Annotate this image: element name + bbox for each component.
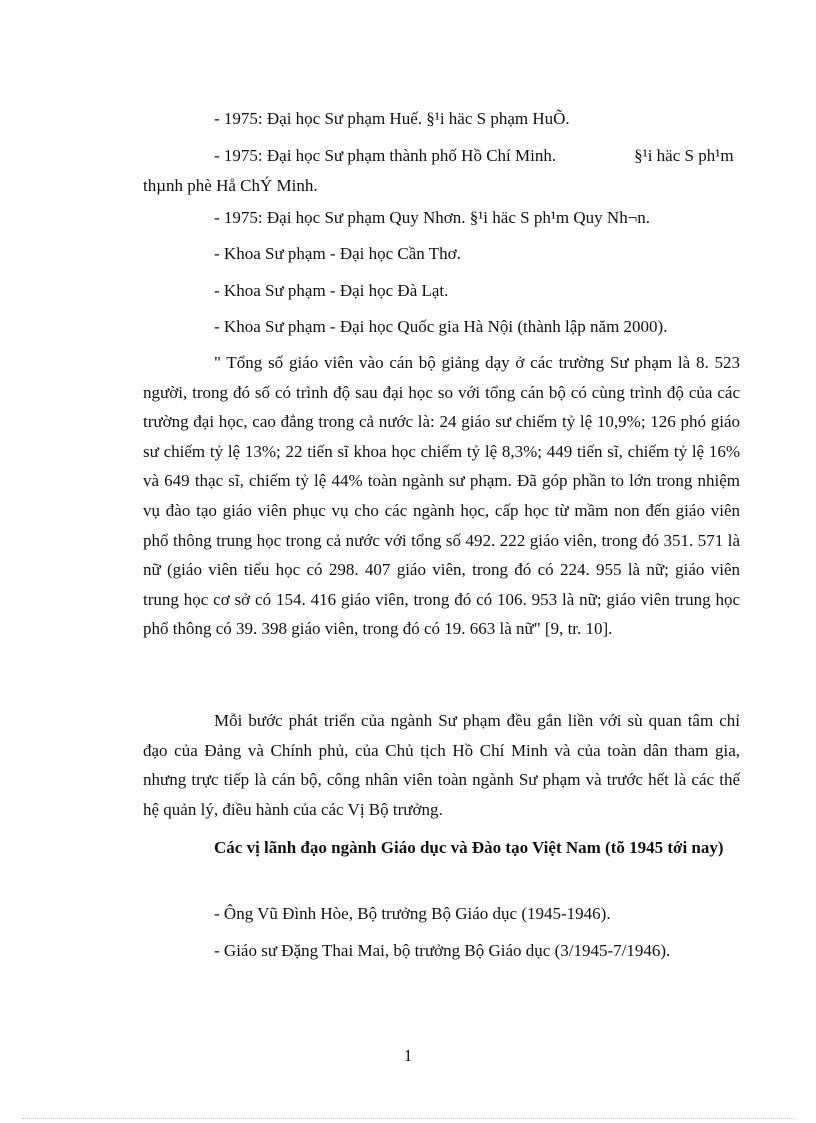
- list-item-can-tho: - Khoa Sư phạm - Đại học Cần Thơ.: [214, 244, 461, 263]
- list-item-hue: - 1975: Đại học Sư phạm Huế. §¹i häc S phạm HuÕ.: [214, 109, 570, 128]
- list-item-ho-chi-minh-garbled-b: ph¹m thµnh phè Hå ChÝ Minh.: [143, 146, 734, 195]
- list-item-ha-noi: - Khoa Sư phạm - Đại học Quốc gia Hà Nội (thành lập năm 2000).: [214, 317, 668, 336]
- statistics-quote-paragraph: " Tổng số giáo viên vào cán bộ giảng dạy ở các trường Sư phạm là 8. 523 người, trong đó số có trình độ sau đại học so với tổng cán bộ có cùng trình độ của các trường đại học, cao đẳng trong cả nước là: 24 giáo sư chiếm tỷ lệ 10,9%; 126 phó giáo sư chiếm tỷ lệ 13%; 22 tiến sĩ khoa học chiếm tỷ lệ 8,3%; 449 tiến sĩ, chiếm tỷ lệ 16% và 649 thạc sĩ, chiếm tỷ lệ 44% toàn ngành sư phạm. Đã góp phần to lớn trong nhiệm vụ đào tạo giáo viên phục vụ cho các ngành học, cấp học từ mầm non đến giáo viên phổ thông trung học trong cả nước với tổng số 492. 222 giáo viên, trong đó 351. 571 là nữ (giáo viên tiểu học có 298. 407 giáo viên, trong đó có 224. 955 là nữ; giáo viên trung học cơ sở có 154. 416 giáo viên, trong đó có 106. 953 là nữ; giáo viên trung học phổ thông có 39. 398 giáo viên, trong đó có 19. 663 là nữ" [9, tr. 10].: [143, 353, 740, 639]
- leader-item-dang-thai-mai: - Giáo sư Đặng Thai Mai, bộ trưởng Bộ Giáo dục (3/1945-7/1946).: [214, 941, 671, 960]
- page-border: [22, 1118, 794, 1119]
- list-item-ho-chi-minh: [143, 141, 740, 200]
- list-item-ho-chi-minh-text: - 1975: Đại học Sư phạm thành phố Hồ Chí Minh.: [214, 146, 557, 165]
- list-item-ho-chi-minh-garbled-a: §¹i häc S: [634, 146, 694, 165]
- page-number: 1: [403, 1046, 413, 1065]
- section-heading: Các vị lãnh đạo ngành Giáo dục và Đào tạo Việt Nam (tõ 1945 tới nay): [214, 838, 724, 857]
- list-item-da-lat: - Khoa Sư phạm - Đại học Đà Lạt.: [214, 281, 449, 300]
- development-paragraph: Mỗi bước phát triển của ngành Sư phạm đều gắn liền với sù quan tâm chỉ đạo của Đảng và Chính phủ, của Chủ tịch Hồ Chí Minh và của toàn dân tham gia, nhưng trực tiếp là cán bộ, công nhân viên toàn ngành Sư phạm và trước hết là các thế hệ quản lý, điều hành của các Vị Bộ trưởng.: [143, 711, 740, 819]
- leader-item-vu-dinh-hoe: - Ông Vũ Đình Hòe, Bộ trưởng Bộ Giáo dục (1945-1946).: [214, 904, 611, 923]
- list-item-quy-nhon: - 1975: Đại học Sư phạm Quy Nhơn. §¹i häc S ph¹m Quy Nh¬n.: [214, 208, 651, 227]
